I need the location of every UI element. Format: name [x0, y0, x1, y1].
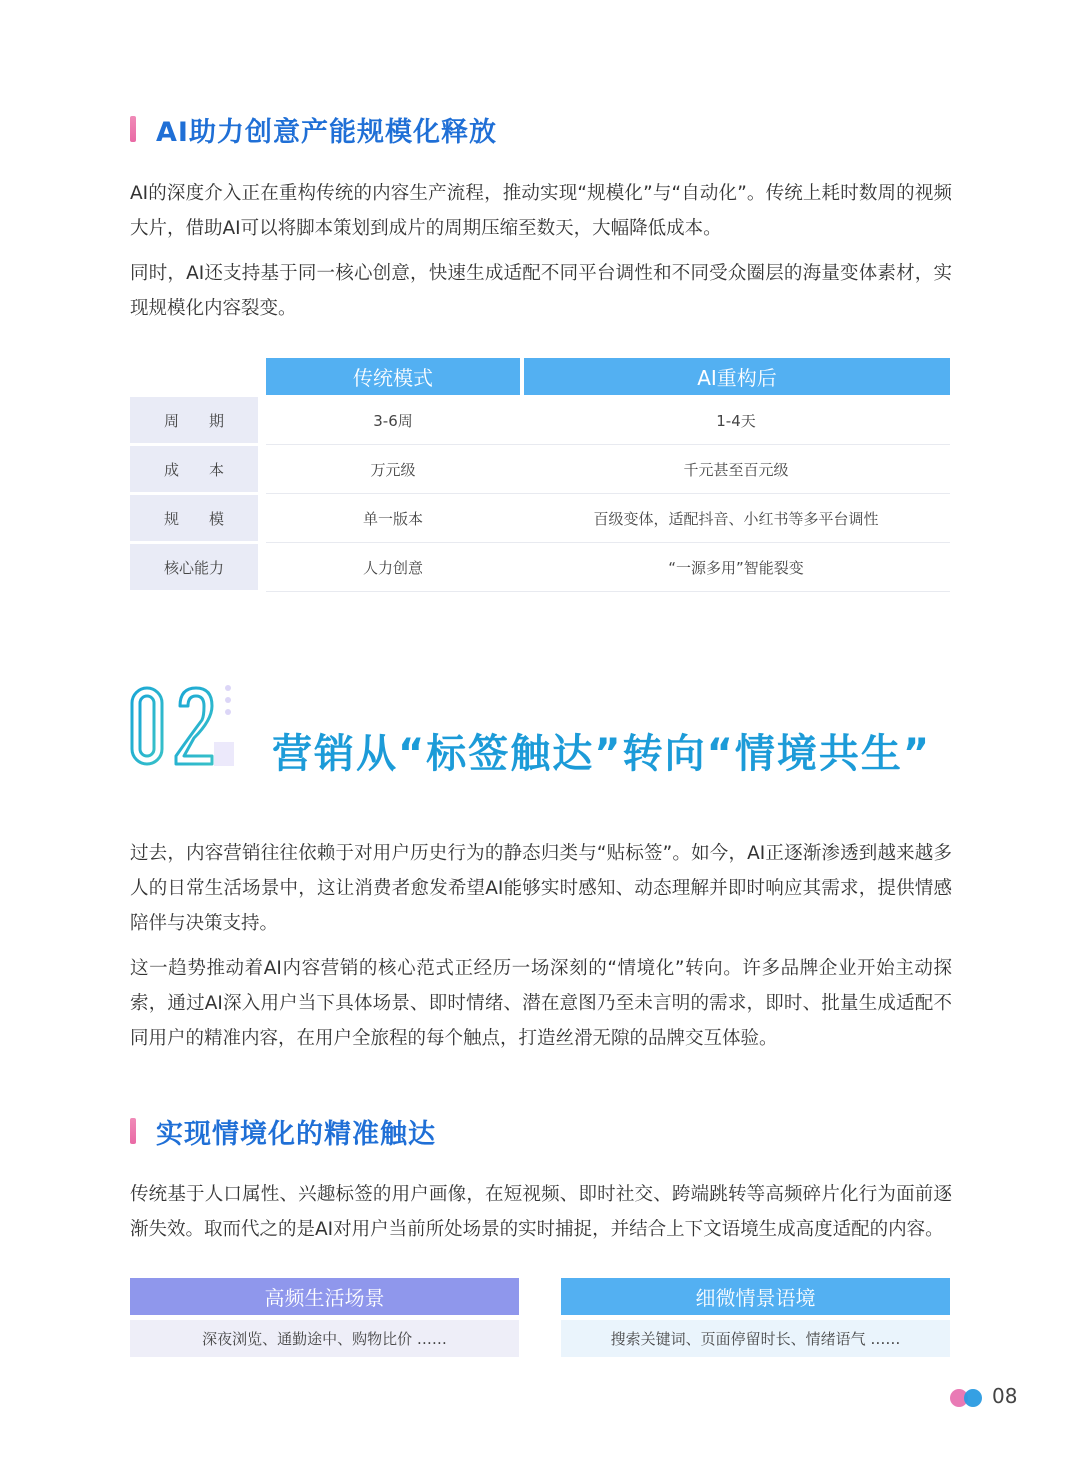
- row-label: 核心能力: [130, 544, 258, 590]
- table-row: [130, 446, 950, 492]
- decor-block: [214, 742, 234, 766]
- table-row: [130, 544, 950, 590]
- card-body-life-scenes: 深夜浏览、通勤途中、购物比价 ……: [130, 1320, 519, 1357]
- row-label: 规 模: [130, 495, 258, 541]
- row-label: 成 本: [130, 446, 258, 492]
- table-row: [130, 495, 950, 541]
- heading-accent-bar: [130, 116, 136, 142]
- table-row: [130, 397, 950, 443]
- section-heading: [130, 1111, 436, 1151]
- paragraph: 传统基于人口属性、兴趣标签的用户画像，在短视频、即时社交、跨端跳转等高频碎片化行为面前逐渐失效。取而代之的是AI对用户当前所处场景的实时捕捉，并结合上下文语境生成高度适配的内容。: [130, 1184, 952, 1240]
- table-header-traditional: 传统模式: [266, 358, 520, 395]
- section-number-02: [128, 680, 238, 770]
- page-decor-dots: [949, 1388, 989, 1408]
- section-title: 营销从“标签触达”转向“情境共生”: [272, 731, 932, 777]
- cell-ai: 百级变体，适配抖音、小红书等多平台调性: [593, 509, 879, 528]
- paragraph: 同时，AI还支持基于同一核心创意，快速生成适配不同平台调性和不同受众圈层的海量变体素材，实现规模化内容裂变。: [130, 263, 952, 319]
- blue-dot: [964, 1389, 982, 1407]
- decor-dot: [225, 685, 231, 691]
- row-label: 周 期: [130, 397, 258, 443]
- row-divider: [266, 444, 950, 445]
- cell-traditional: 人力创意: [362, 558, 423, 577]
- digit-two: [176, 688, 212, 764]
- card-title-life-scenes: 高频生活场景: [130, 1278, 519, 1315]
- decor-dot: [225, 697, 231, 703]
- card-title-context: 细微情景语境: [561, 1278, 950, 1315]
- decor-dot: [225, 709, 231, 715]
- table-header-ai: AI重构后: [524, 358, 950, 395]
- section-heading: [130, 109, 497, 149]
- paragraph: AI的深度介入正在重构传统的内容生产流程，推动实现“规模化”与“自动化”。传统上耗时数周的视频大片，借助AI可以将脚本策划到成片的周期压缩至数天，大幅降低成本。: [130, 183, 952, 239]
- section-heading-text: AI助力创意产能规模化释放: [156, 116, 497, 148]
- cell-traditional: 万元级: [370, 460, 416, 479]
- paragraph: 这一趋势推动着AI内容营销的核心范式正经历一场深刻的“情境化”转向。许多品牌企业开始主动探索，通过AI深入用户当下具体场景、即时情绪、潜在意图乃至未言明的需求，即时、批量生成适配不同用户的精准内容，在用户全旅程的每个触点，打造丝滑无隙的品牌交互体验。: [130, 958, 952, 1049]
- page-number: 08: [992, 1384, 1018, 1408]
- cell-ai: “一源多用”智能裂变: [668, 558, 804, 577]
- digit-zero-outer: [132, 688, 162, 764]
- paragraph: 过去，内容营销往往依赖于对用户历史行为的静态归类与“贴标签”。如今，AI正逐渐渗透到越来越多人的日常生活场景中，这让消费者愈发希望AI能够实时感知、动态理解并即时响应其需求，提供情感陪伴与决策支持。: [130, 843, 952, 934]
- cell-traditional: 单一版本: [362, 509, 423, 528]
- row-divider: [266, 493, 950, 494]
- digit-zero-inner: [140, 696, 154, 756]
- section-number-text: 02: [128, 680, 130, 681]
- row-divider: [266, 591, 950, 592]
- heading-accent-bar: [130, 1118, 136, 1144]
- cell-ai: 1-4天: [716, 411, 756, 430]
- section-heading-text: 实现情境化的精准触达: [156, 1118, 436, 1150]
- row-divider: [266, 542, 950, 543]
- cell-ai: 千元甚至百元级: [683, 460, 789, 479]
- card-body-context: 搜索关键词、页面停留时长、情绪语气 ……: [561, 1320, 950, 1357]
- cell-traditional: 3-6周: [373, 411, 413, 430]
